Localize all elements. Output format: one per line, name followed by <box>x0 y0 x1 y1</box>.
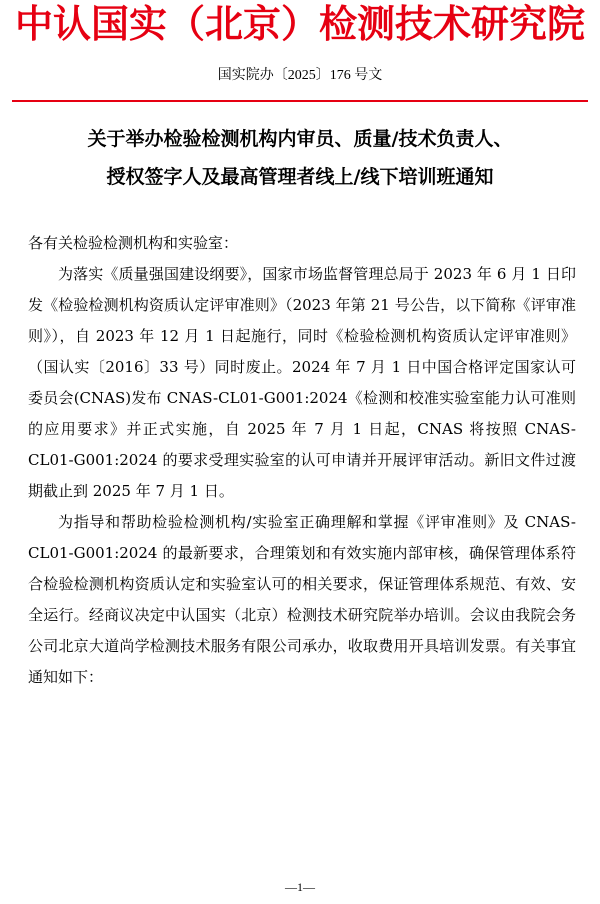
document-number: 国实院办〔2025〕176 号文 <box>217 68 383 83</box>
title-line-1: 关于举办检验检测机构内审员、质量/技术负责人、 <box>87 128 513 150</box>
notice-body <box>28 228 576 693</box>
notice-title <box>20 120 580 196</box>
body-paragraph-1: 为落实《质量强国建设纲要》，国家市场监督管理总局于 2023 年 6 月 1 日印发《检验检测机构资质认定评审准则》（2023 年第 21 号公告，以下简称《评审准则》），自 2023 年 12 月 1 日起施行，同时《检验检测机构资质认定评审准则》（国认实〔2016〕33 号）同时废止。2024 年 7 月 1 日中国合格评定国家认可委员会(CNAS)发布 CNAS-CL01-G001:2024《检测和校准实验室能力认可准则的应用要求》并正式实施，自 2025 年 7 月 1 日起，CNAS 将按照 CNAS-CL01-G001:2024 的要求受理实验室的认可申请并开展评审活动。新旧文件过渡期截止到 2025 年 7 月 1 日。 <box>28 265 576 500</box>
organization-name: 中认国实（北京）检测技术研究院 <box>14 1 585 46</box>
title-line-2: 授权签字人及最高管理者线上/线下培训班通知 <box>106 166 494 188</box>
red-divider-line <box>12 100 588 102</box>
body-paragraph-2: 为指导和帮助检验检测机构/实验室正确理解和掌握《评审准则》及 CNAS-CL01-G001:2024 的最新要求，合理策划和有效实施内部审核，确保管理体系符合检验检测机构资质认定和实验室认可的相关要求，保证管理体系规范、有效、安全运行。经商议决定中认国实（北京）检测技术研究院举办培训。会议由我院会务公司北京大道尚学检测技术服务有限公司承办，收取费用开具培训发票。有关事宜通知如下： <box>28 513 576 686</box>
page-number: —1— <box>285 880 315 894</box>
salutation: 各有关检验检测机构和实验室： <box>28 234 239 252</box>
